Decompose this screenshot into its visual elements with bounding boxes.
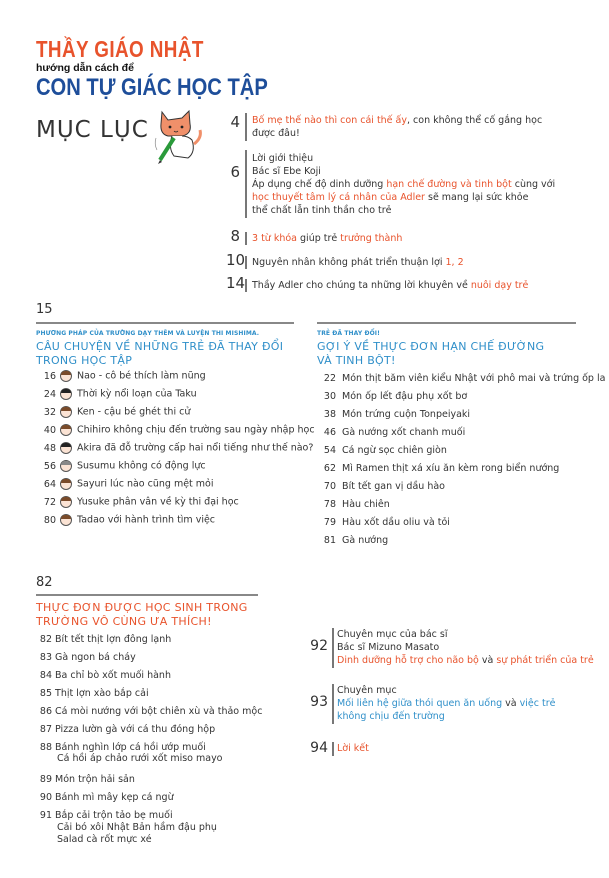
- entry-line: thể chất lẫn tinh thần cho trẻ: [252, 205, 392, 216]
- girl-face-icon: [60, 478, 72, 490]
- entry-line: Bố mẹ thế nào thì con cái thế ấy, con không thể cố gắng học: [252, 115, 543, 126]
- toc-entry[interactable]: 94 Lời kết: [310, 740, 369, 756]
- list-item[interactable]: 64 Sayuri lúc nào cũng mệt mỏi: [43, 478, 214, 490]
- list-item[interactable]: 91 Bắp cải trộn tảo bẹ muối Cải bó xôi Nhật Bản hầm đậu phụ Salad cà rốt mực xé: [39, 810, 217, 845]
- entry-line: Bác sĩ Ebe Koji: [252, 166, 321, 177]
- entry-line: học thuyết tâm lý cá nhân của Adler sẽ mang lại sức khỏe: [252, 192, 529, 203]
- divider: [245, 232, 247, 245]
- list-item[interactable]: 30 Món ốp lết đậu phụ xốt bơ: [323, 391, 468, 402]
- entry-line: được đâu!: [252, 128, 300, 139]
- page-number: 6: [230, 163, 240, 181]
- entry-line: Lời giới thiệu: [252, 153, 314, 164]
- entry-line: 3 từ khóa giúp trẻ trưởng thành: [252, 233, 403, 244]
- boy-face-icon: [60, 406, 72, 418]
- toc-entry[interactable]: 93 Chuyên mục Mối liên hệ giữa thói quen ăn uống và việc trẻ không chịu đến trường: [310, 685, 556, 722]
- section-heading: TRONG HỌC TẬP: [36, 354, 133, 367]
- section-divider: [36, 322, 294, 324]
- page-number: 8: [230, 227, 240, 245]
- list-item[interactable]: 24 Thời kỳ nổi loạn của Taku: [43, 388, 197, 400]
- book-title-line3: CON TỰ GIÁC HỌC TẬP: [36, 74, 268, 101]
- list-item[interactable]: 80 Tadao với hành trình tìm việc: [43, 514, 216, 526]
- page-number: 94: [310, 740, 328, 756]
- section-heading: CÂU CHUYỆN VỀ NHỮNG TRẺ ĐÃ THAY ĐỔI: [36, 340, 284, 353]
- section-heading: TRƯỜNG VÔ CÙNG ƯA THÍCH!: [36, 615, 212, 628]
- divider: [332, 684, 334, 724]
- list-item[interactable]: 81 Gà nướng: [323, 535, 389, 546]
- list-item[interactable]: 54 Cá ngừ sọc chiên giòn: [323, 445, 447, 456]
- list-item[interactable]: 16 Nao - cô bé thích làm nũng: [43, 370, 206, 382]
- list-item[interactable]: 90 Bánh mì mây kẹp cá ngừ: [39, 792, 174, 803]
- list-item[interactable]: 85 Thịt lợn xào bắp cải: [39, 688, 149, 699]
- divider: [245, 279, 247, 292]
- entry-line: Nguyên nhân không phát triển thuận lợi 1, 2: [252, 257, 464, 268]
- list-item[interactable]: 62 Mì Ramen thịt xá xíu ăn kèm rong biển nướng: [323, 463, 560, 474]
- book-title-line2: hướng dẫn cách để: [36, 62, 134, 74]
- boy-face-icon: [60, 442, 72, 454]
- list-item[interactable]: 82 Bít tết thịt lợn đông lạnh: [39, 634, 172, 645]
- list-item[interactable]: 89 Món trộn hải sản: [39, 774, 135, 785]
- divider: [245, 150, 247, 218]
- list-item[interactable]: 32 Ken - cậu bé ghét thi cử: [43, 406, 191, 418]
- toc-entry[interactable]: 92 Chuyên mục của bác sĩ Bác sĩ Mizuno Masato Dinh dưỡng hỗ trợ cho não bộ và sự phát triển của trẻ: [310, 629, 594, 666]
- divider: [332, 628, 334, 668]
- toc-entry[interactable]: [226, 150, 606, 220]
- section-divider: [36, 594, 258, 596]
- boy-face-icon: [60, 514, 72, 526]
- page-number: 93: [310, 694, 328, 710]
- list-item[interactable]: 88 Bánh nghìn lớp cá hồi ướp muối Cá hồi áp chảo rưới xốt miso mayo: [39, 742, 223, 764]
- toc-entry[interactable]: [226, 227, 606, 247]
- entry-line: Áp dụng chế độ dinh dưỡng hạn chế đường và tinh bột cùng với: [252, 179, 556, 190]
- section-heading: GỢI Ý VỀ THỰC ĐƠN HẠN CHẾ ĐƯỜNG: [317, 340, 545, 353]
- list-item[interactable]: 79 Hàu xốt dầu oliu và tỏi: [323, 517, 450, 528]
- toc-entry[interactable]: [226, 251, 606, 271]
- section-heading: VÀ TINH BỘT!: [317, 354, 396, 367]
- girl-face-icon: [60, 424, 72, 436]
- school-menu-list: [38, 634, 293, 854]
- toc-entry[interactable]: [226, 274, 606, 294]
- list-item[interactable]: 78 Hàu chiên: [323, 499, 390, 510]
- boy-face-icon: [60, 496, 72, 508]
- list-item[interactable]: 38 Món trứng cuộn Tonpeiyaki: [323, 409, 471, 420]
- boy-face-icon: [60, 388, 72, 400]
- section-divider: [317, 322, 576, 324]
- page-number: 92: [310, 638, 328, 654]
- section-subtitle: TRẺ ĐÃ THAY ĐỔI!: [317, 330, 380, 337]
- section-page-number: 82: [36, 575, 53, 590]
- list-item[interactable]: 87 Pizza lườn gà với cá thu đóng hộp: [39, 724, 216, 735]
- book-title-line1: THẦY GIÁO NHẬT: [36, 36, 204, 62]
- girl-face-icon: [60, 370, 72, 382]
- list-item[interactable]: 72 Yusuke phân vân về kỳ thi đại học: [43, 496, 239, 508]
- recipes-list: [320, 373, 605, 553]
- section-heading: THỰC ĐƠN ĐƯỢC HỌC SINH TRONG: [36, 601, 248, 614]
- page-number: 4: [230, 113, 240, 131]
- entry-line: Thầy Adler cho chúng ta những lời khuyên về nuôi dạy trẻ: [252, 280, 529, 291]
- section-subtitle: PHƯƠNG PHÁP CỦA TRƯỜNG DẠY THÊM VÀ LUYỆN THI MISHIMA.: [36, 330, 260, 337]
- divider: [245, 113, 247, 141]
- list-item[interactable]: 22 Món thịt băm viên kiểu Nhật với phô mai và trứng ốp la: [323, 373, 606, 384]
- stories-list: [40, 370, 315, 540]
- list-item[interactable]: 86 Cá mòi nướng với bột chiên xù và thảo mộc: [39, 706, 263, 717]
- cat-with-pencil-icon: [152, 108, 208, 166]
- list-item[interactable]: 83 Gà ngon bá cháy: [39, 652, 136, 663]
- page-number: 14: [226, 274, 246, 292]
- list-item[interactable]: 40 Chihiro không chịu đến trường sau ngày nhập học: [43, 424, 315, 436]
- divider: [332, 742, 334, 756]
- page-number: 10: [226, 251, 246, 269]
- list-item[interactable]: 70 Bít tết gan vị dầu hào: [323, 481, 445, 492]
- list-item[interactable]: 46 Gà nướng xốt chanh muối: [323, 427, 466, 438]
- section-page-number: 15: [36, 302, 53, 317]
- toc-entry[interactable]: [226, 113, 606, 143]
- divider: [245, 256, 247, 269]
- toc-title: MỤC LỤC: [36, 117, 149, 143]
- list-item[interactable]: 84 Ba chỉ bò xốt muối hành: [39, 670, 171, 681]
- list-item[interactable]: 56 Susumu không có động lực: [43, 460, 206, 472]
- boy-face-icon: [60, 460, 72, 472]
- list-item[interactable]: 48 Akira đã đỗ trường cấp hai nổi tiếng như thế nào?: [43, 442, 314, 454]
